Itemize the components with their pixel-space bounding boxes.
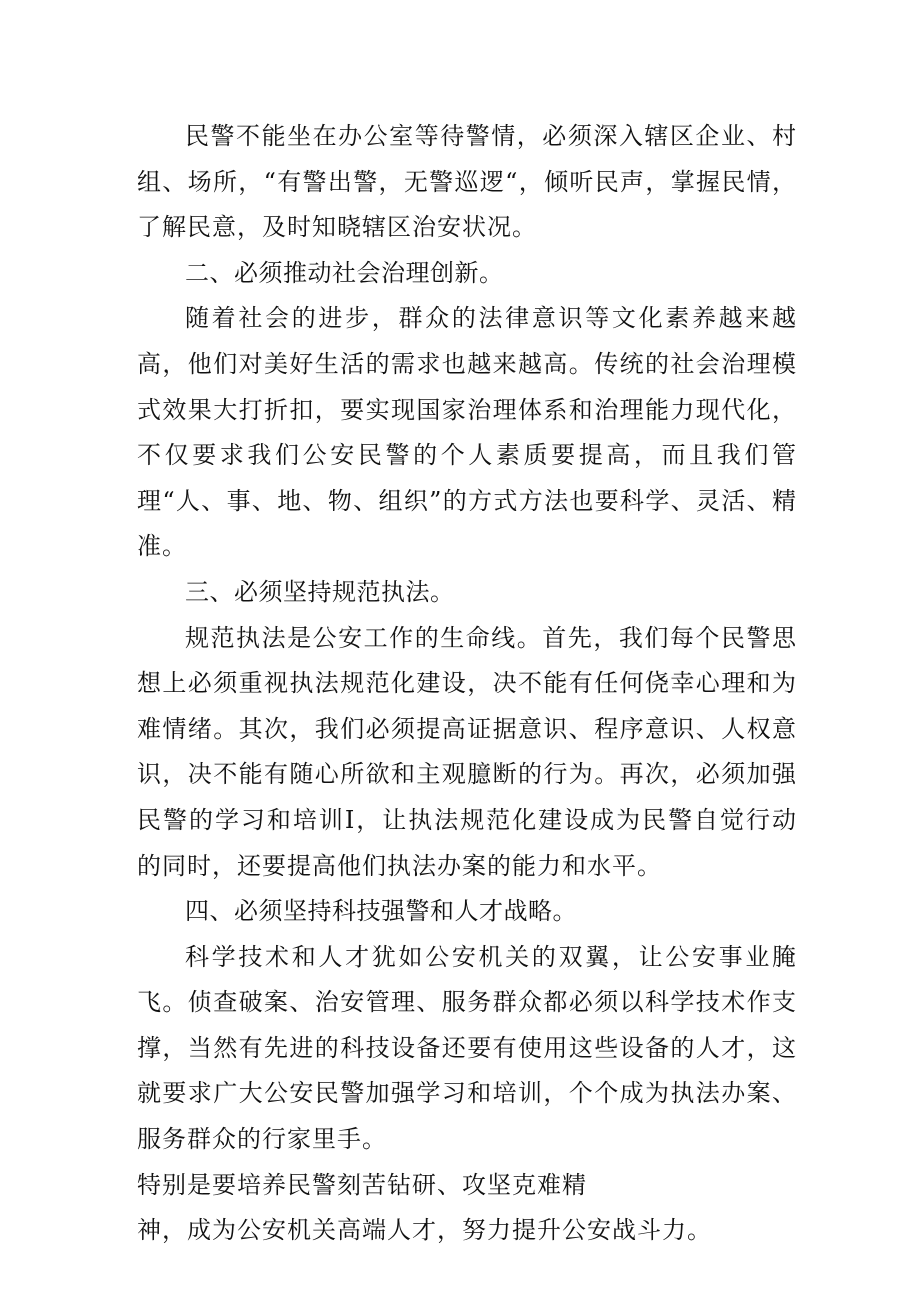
paragraph-patrol: 民警不能坐在办公室等待警情，必须深入辖区企业、村组、场所，“有警出警，无警巡逻“，倾听民声，掌握民情，了解民意，及时知晓辖区治安状况。 (137, 122, 797, 242)
document-body (137, 114, 797, 1254)
paragraph-social-governance: 随着社会的进步，群众的法律意识等文化素养越来越高，他们对美好生活的需求也越来越高。传统的社会治理模式效果大打折扣，要实现国家治理体系和治理能力现代化，不仅要求我们公安民警的个人素质要提高，而且我们管理“人、事、地、物、组织”的方式方法也要科学、灵活、精准。 (137, 304, 797, 561)
paragraph-technology-talent: 科学技术和人才犹如公安机关的双翼，让公安事业腌飞。侦查破案、治安管理、服务群众都必须以科学技术作支撑，当然有先进的科技设备还要有使用这些设备的人才，这就要求广大公安民警加强学习和培训，个个成为执法办案、服务群众的行家里手。 (137, 942, 797, 1154)
paragraph-line-final: 神，成为公安机关高端人才，努力提升公安战斗力。 (137, 1216, 712, 1245)
section-heading-4: 四、必须坚持科技强警和人才战略。 (185, 897, 577, 926)
section-heading-3: 三、必须坚持规范执法。 (185, 577, 455, 606)
paragraph-law-enforcement: 规范执法是公安工作的生命线。首先，我们每个民警思想上必须重视执法规范化建设，决不能有任何侥幸心理和为难情绪。其次，我们必须提高证据意识、程序意识、人权意识，决不能有随心所欲和主观臆断的行为。再次，必须加强民警的学习和培训I，让执法规范化建设成为民警自觉行动的同时，还要提高他们执法办案的能力和水平。 (137, 623, 797, 880)
section-heading-2: 二、必须推动社会治理创新。 (185, 258, 504, 287)
paragraph-line-special: 特别是要培养民警刻苦钻研、攻坚克难精 (137, 1170, 587, 1199)
